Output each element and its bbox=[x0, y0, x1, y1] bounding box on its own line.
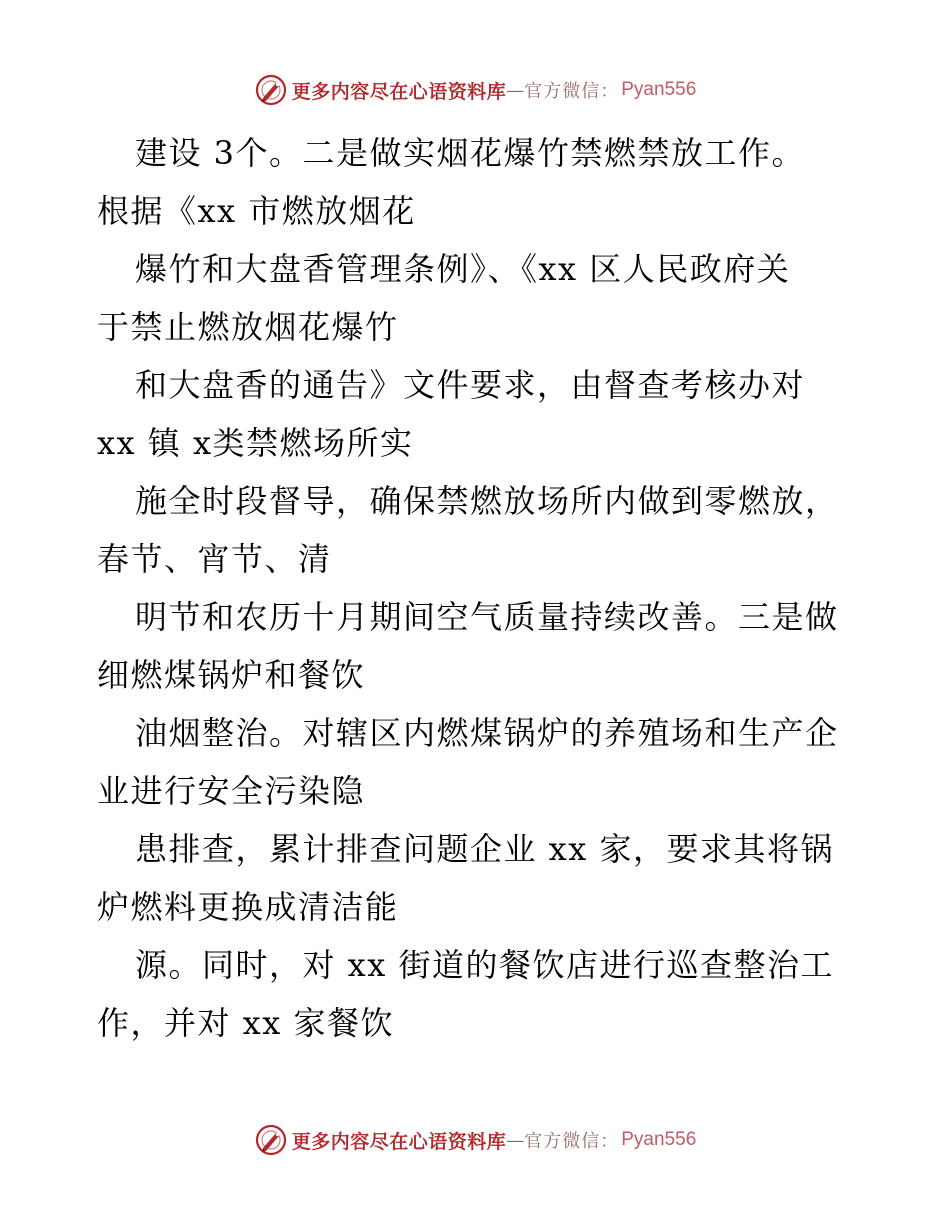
header-official-label: 官方微信： bbox=[524, 81, 620, 102]
footer-wechat-id: Pyan556 bbox=[621, 1129, 697, 1150]
document-body bbox=[97, 124, 867, 1052]
text-line: 于禁止燃放烟花爆竹 bbox=[97, 308, 399, 346]
header-dash: — bbox=[506, 79, 525, 101]
text-line: 油烟整治。对辖区内燃煤锅炉的养殖场和生产企 bbox=[135, 714, 839, 752]
footer-official-label: 官方微信： bbox=[524, 1131, 620, 1152]
text-line: 根据《xx 市燃放烟花 bbox=[97, 192, 416, 230]
text-line: 炉燃料更换成清洁能 bbox=[97, 888, 399, 926]
text-line: 患排查，累计排查问题企业 xx 家，要求其将锅 bbox=[135, 830, 834, 868]
text-line: 明节和农历十月期间空气质量持续改善。三是做 bbox=[135, 598, 839, 636]
text-line: 施全时段督导，确保禁燃放场所内做到零燃放， bbox=[135, 482, 839, 520]
header-wechat-id: Pyan556 bbox=[621, 79, 697, 100]
text-line: 细燃煤锅炉和餐饮 bbox=[97, 656, 366, 694]
text-line: 和大盘香的通告》文件要求，由督查考核办对 bbox=[135, 366, 806, 404]
text-line: 爆竹和大盘香管理条例》、《xx 区人民政府关 bbox=[135, 250, 791, 288]
footer-dash: — bbox=[506, 1129, 525, 1151]
header-watermark-banner bbox=[0, 70, 950, 110]
text-line: 源。同时，对 xx 街道的餐饮店进行巡查整治工 bbox=[135, 946, 834, 984]
text-line: 建设 3个。二是做实烟花爆竹禁燃禁放工作。 bbox=[135, 134, 806, 172]
footer-watermark-banner bbox=[0, 1120, 950, 1160]
text-line: 作，并对 xx 家餐饮 bbox=[97, 1004, 394, 1042]
header-brand-text: 更多内容尽在心语资料库 bbox=[291, 80, 507, 103]
text-line: 业进行安全污染隐 bbox=[97, 772, 366, 810]
text-line: xx 镇 x类禁燃场所实 bbox=[97, 424, 414, 462]
pen-logo-icon bbox=[254, 1123, 288, 1157]
text-line: 春节、宵节、清 bbox=[97, 540, 332, 578]
pen-logo-icon bbox=[254, 73, 288, 107]
footer-brand-text: 更多内容尽在心语资料库 bbox=[291, 1130, 507, 1153]
